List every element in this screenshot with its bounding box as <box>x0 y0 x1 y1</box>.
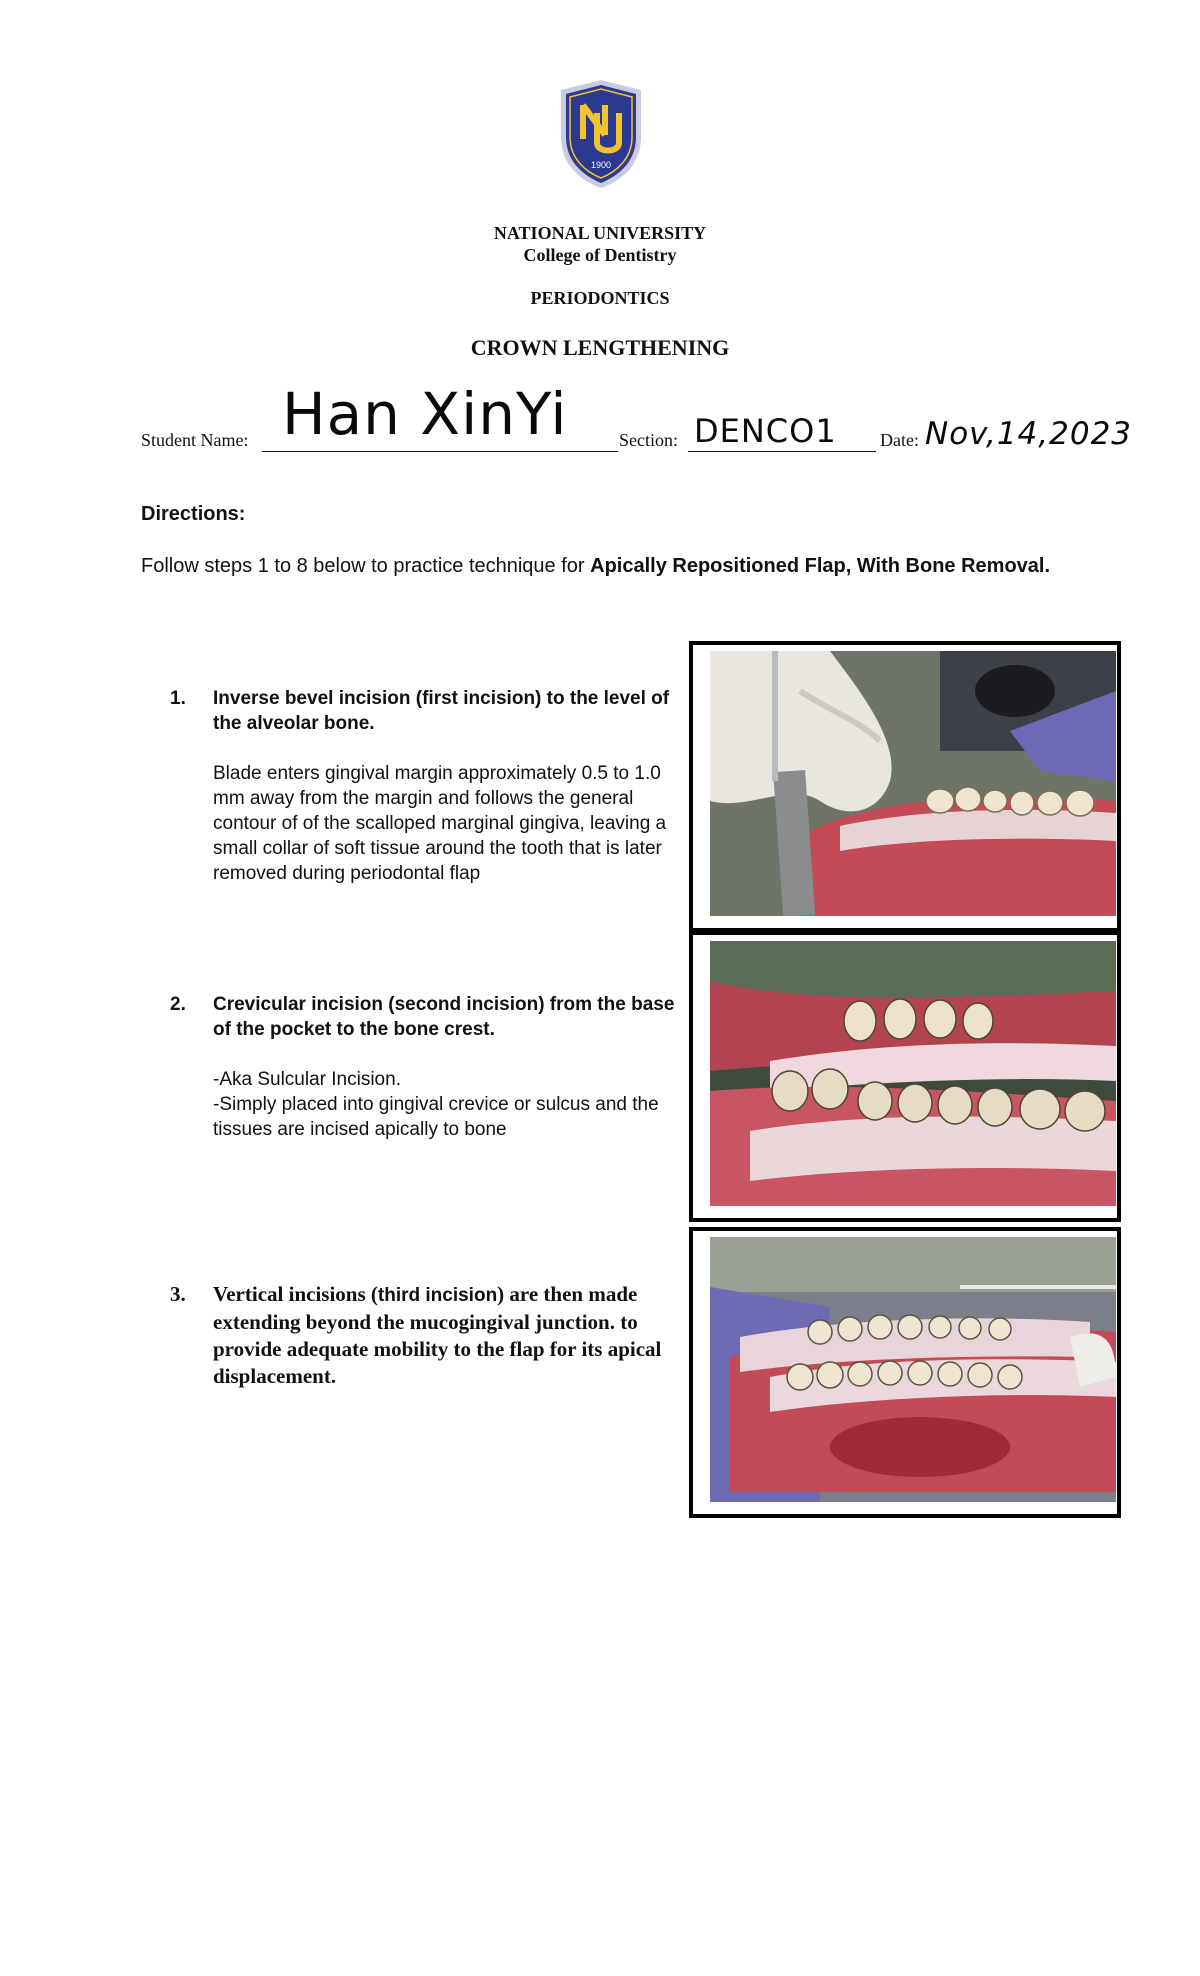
institution-name: NATIONAL UNIVERSITY <box>493 223 707 243</box>
step-3-heading-part3: ) are then made extending beyond the mucogingival junction. to provide adequate mobility to the flap for its apical displacement. <box>213 1282 662 1388</box>
directions-intro: Follow steps 1 to 8 below to practice technique for <box>141 555 591 577</box>
college-name: College of Dentistry <box>523 245 677 265</box>
step-3-number: 3. <box>170 1282 186 1306</box>
student-name-line <box>262 451 618 452</box>
step-3 <box>170 1281 680 1390</box>
step-3-heading-part2: third incision <box>377 1285 498 1306</box>
step-1-body: Blade enters gingival margin approximately 0.5 to 1.0 mm away from the margin and follows the general contour of of the scalloped marginal gingiva, leaving a small collar of soft tissue around the tooth that is later removed during periodontal flap <box>213 763 667 884</box>
directions-heading: Directions: <box>141 503 246 525</box>
step-2-number: 2. <box>170 994 186 1015</box>
photo-vertical-incisions <box>710 1237 1116 1502</box>
date-label: Date: <box>880 430 919 450</box>
section-value: DENCO1 <box>694 412 837 450</box>
department-name: PERIODONTICS <box>530 288 670 308</box>
photo-frame-3 <box>689 1227 1121 1518</box>
step-3-heading <box>213 1281 680 1390</box>
photo-crevicular-incision <box>710 941 1116 1206</box>
step-2-body <box>213 1067 680 1142</box>
photo-frame-1 <box>689 641 1121 932</box>
document-title: CROWN LENGTHENING <box>470 335 730 360</box>
section-line <box>688 451 876 452</box>
section-label: Section: <box>619 430 678 450</box>
university-logo <box>553 77 649 191</box>
step-1 <box>170 686 680 886</box>
step-1-heading: Inverse bevel incision (first incision) to the level of the alveolar bone. <box>213 688 670 734</box>
step-2 <box>170 992 680 1142</box>
student-name-label: Student Name: <box>141 430 249 450</box>
student-name-value: Han XinYi <box>282 380 568 448</box>
step-3-heading-part1: Vertical incisions ( <box>213 1282 378 1306</box>
logo-year: 1900 <box>590 160 612 170</box>
photo-inverse-bevel-incision <box>710 651 1116 916</box>
step-2-heading: Crevicular incision (second incision) from the base of the pocket to the bone crest. <box>213 994 675 1040</box>
date-value: Nov,14,2023 <box>925 416 1133 452</box>
step-1-number: 1. <box>170 688 186 709</box>
step-2-body-line1: -Aka Sulcular Incision. <box>213 1069 401 1090</box>
directions-technique: Apically Repositioned Flap, With Bone Removal. <box>590 555 1051 577</box>
step-2-body-line2: -Simply placed into gingival crevice or sulcus and the tissues are incised apically to bone <box>213 1094 659 1140</box>
photo-frame-2 <box>689 931 1121 1222</box>
directions-text <box>141 553 1061 579</box>
